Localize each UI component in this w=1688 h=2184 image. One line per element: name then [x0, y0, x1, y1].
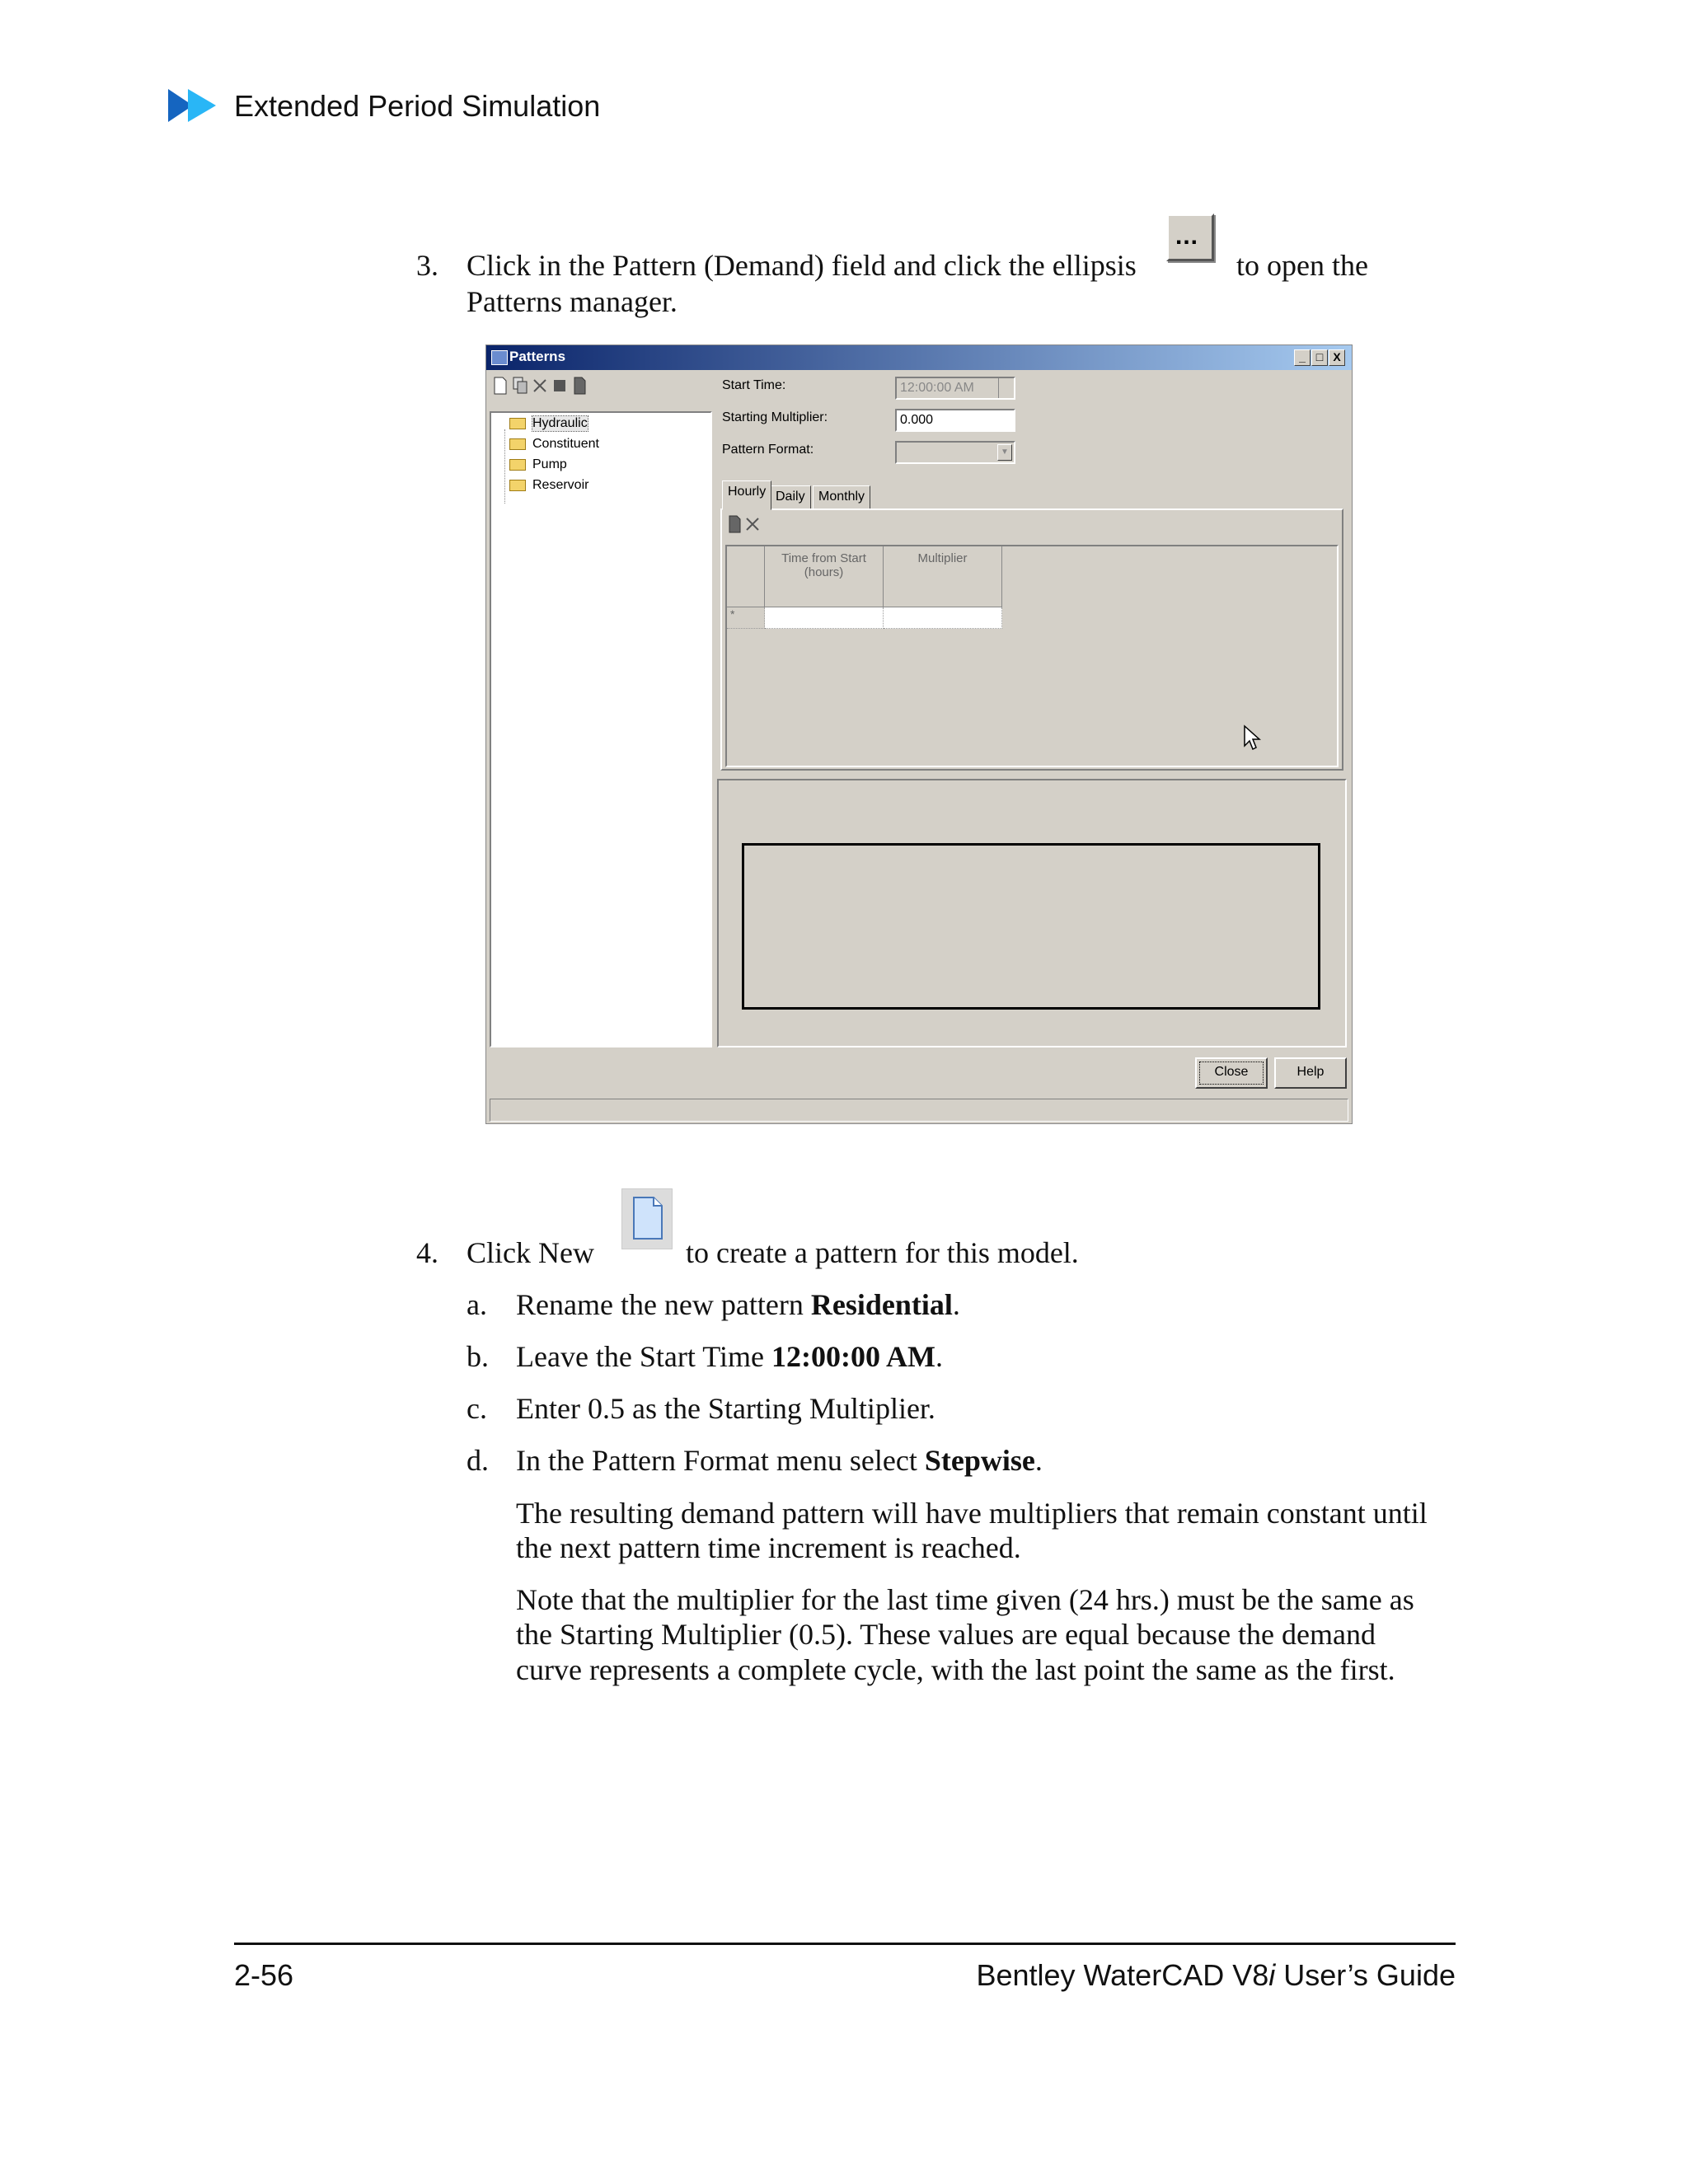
step-4-number: 4.: [416, 1236, 438, 1269]
substep-a-letter: a.: [467, 1288, 487, 1321]
substep-c-letter: c.: [467, 1392, 487, 1425]
grid-cell-multiplier[interactable]: [884, 607, 1002, 629]
paragraph-2-line-1: Note that the multiplier for the last time given (24 hrs.) must be the same as: [516, 1583, 1414, 1616]
grid-corner: [727, 546, 765, 607]
footer-divider: [234, 1943, 1456, 1945]
grid-cell-time[interactable]: [765, 607, 884, 629]
grid-header-time[interactable]: Time from Start (hours): [765, 546, 884, 607]
rename-icon[interactable]: [552, 377, 567, 395]
substep-b-letter: b.: [467, 1340, 489, 1373]
status-bar: [490, 1099, 1348, 1122]
pattern-format-dropdown[interactable]: [895, 441, 1015, 464]
minimize-button[interactable]: _: [1294, 349, 1311, 366]
delete-icon[interactable]: [532, 377, 547, 395]
folder-icon: [509, 480, 526, 491]
tree-item-constituent[interactable]: Constituent: [532, 437, 599, 452]
report-icon[interactable]: [572, 377, 587, 395]
duplicate-icon[interactable]: [513, 377, 528, 395]
step-3-text-after: to open the: [1236, 249, 1368, 282]
pattern-tree[interactable]: [490, 411, 712, 1047]
paragraph-1-line-1: The resulting demand pattern will have multipliers that remain constant until: [516, 1497, 1428, 1530]
patterns-manager-window: [485, 344, 1353, 1124]
folder-icon: [509, 418, 526, 429]
tree-item-pump[interactable]: Pump: [532, 457, 567, 472]
new-document-icon: [622, 1189, 672, 1249]
substep-a: Rename the new pattern Residential.: [516, 1288, 960, 1321]
substep-c: Enter 0.5 as the Starting Multiplier.: [516, 1392, 935, 1425]
start-time-label: Start Time:: [722, 378, 786, 392]
paragraph-2-line-2: the Starting Multiplier (0.5). These values are equal because the demand: [516, 1618, 1376, 1651]
substep-d-letter: d.: [467, 1444, 489, 1477]
delete-row-icon[interactable]: [745, 515, 760, 533]
ellipsis-button[interactable]: [1166, 213, 1214, 261]
starting-multiplier-field[interactable]: 0.000: [895, 409, 1015, 432]
close-window-button[interactable]: X: [1329, 349, 1345, 366]
help-button[interactable]: Help: [1274, 1057, 1347, 1089]
grid-new-row-marker: *: [727, 607, 765, 629]
paragraph-1-line-2: the next pattern time increment is reached.: [516, 1531, 1021, 1564]
maximize-button[interactable]: □: [1311, 349, 1328, 366]
tab-daily[interactable]: Daily: [770, 485, 811, 510]
chevron-down-icon: ▼: [997, 444, 1012, 461]
step-3-number: 3.: [416, 249, 438, 282]
step-3-text: Click in the Pattern (Demand) field and click the ellipsis: [467, 249, 1137, 282]
page-number: 2-56: [234, 1958, 294, 1992]
tab-monthly[interactable]: Monthly: [813, 485, 870, 510]
pattern-format-label: Pattern Format:: [722, 443, 814, 457]
starting-multiplier-label: Starting Multiplier:: [722, 410, 828, 424]
grid-header-multiplier[interactable]: Multiplier: [884, 546, 1002, 607]
folder-icon: [509, 459, 526, 471]
start-time-field[interactable]: 12:00:00 AM: [895, 377, 1015, 400]
window-title: Patterns: [509, 349, 566, 364]
ellipsis-icon: ...: [1175, 223, 1199, 250]
tree-item-reservoir[interactable]: Reservoir: [532, 478, 588, 493]
step-4-text: Click New: [467, 1236, 594, 1269]
tree-item-hydraulic[interactable]: Hydraulic: [532, 416, 588, 431]
page-header-title: Extended Period Simulation: [234, 89, 601, 123]
step-3-line-2: Patterns manager.: [467, 285, 678, 318]
guide-title: Bentley WaterCAD V8i User’s Guide: [976, 1958, 1456, 1992]
folder-icon: [509, 438, 526, 450]
window-titlebar: [486, 345, 1352, 370]
new-button[interactable]: [621, 1188, 673, 1249]
paragraph-2-line-3: curve represents a complete cycle, with the last point the same as the first.: [516, 1653, 1395, 1686]
pattern-graph: [742, 843, 1320, 1010]
brand-logo-icon: [168, 87, 221, 124]
new-document-icon[interactable]: [493, 377, 508, 395]
app-icon: [491, 350, 508, 365]
tree-connector: [504, 429, 505, 504]
substep-d: In the Pattern Format menu select Stepwise.: [516, 1444, 1043, 1477]
add-row-icon[interactable]: [727, 515, 742, 533]
close-button[interactable]: Close: [1195, 1057, 1268, 1089]
step-4-text-after: to create a pattern for this model.: [686, 1236, 1079, 1269]
substep-b: Leave the Start Time 12:00:00 AM.: [516, 1340, 943, 1373]
mouse-cursor-icon: [1243, 724, 1263, 751]
spinner-icon[interactable]: [998, 378, 1014, 398]
tab-hourly[interactable]: Hourly: [722, 480, 771, 510]
